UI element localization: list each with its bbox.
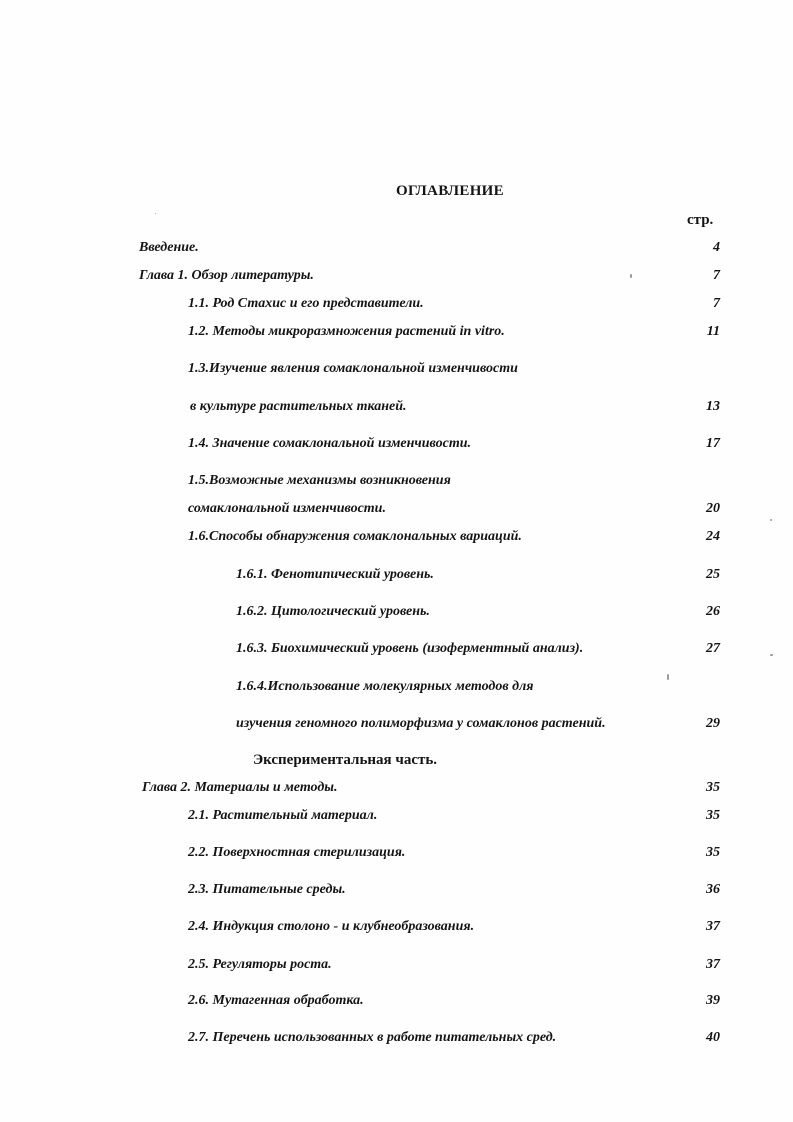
- toc-entry-text: 2.7. Перечень использованных в работе питательных сред.: [188, 1030, 557, 1045]
- toc-entry-text: 2.5. Регуляторы роста.: [188, 957, 332, 972]
- toc-entry-text: 2.6. Мутагенная обработка.: [188, 993, 364, 1008]
- scan-speck: [155, 213, 156, 214]
- toc-entry-page: 40: [706, 1030, 720, 1045]
- toc-entry-text: 2.1. Растительный материал.: [188, 808, 378, 823]
- page-column-label: стр.: [687, 212, 714, 228]
- toc-entry-text: 1.6.2. Цитологический уровень.: [236, 604, 430, 619]
- toc-entry-text: 1.6.1. Фенотипический уровень.: [236, 567, 434, 582]
- toc-entry-page: 24: [706, 529, 720, 544]
- section-heading: Экспериментальная часть.: [252, 752, 438, 768]
- toc-entry-page: 27: [706, 641, 720, 656]
- toc-entry-page: 36: [706, 882, 720, 897]
- toc-entry-page: 39: [706, 993, 720, 1008]
- toc-entry-page: 20: [706, 501, 720, 516]
- toc-entry-page: 11: [706, 324, 720, 339]
- toc-entry-text: Введение.: [139, 240, 199, 255]
- toc-entry-page: 7: [713, 268, 720, 283]
- toc-entry-text: в культуре растительных тканей.: [190, 399, 407, 414]
- toc-entry-page: 29: [706, 716, 720, 731]
- toc-entry-text: 2.4. Индукция столоно - и клубнеобразования.: [188, 919, 475, 934]
- toc-entry-text: изучения геномного полиморфизма у сомаклонов растений.: [236, 716, 606, 731]
- toc-entry-page: 17: [706, 436, 720, 451]
- scan-speck: [667, 674, 669, 680]
- toc-entry-text: 2.3. Питательные среды.: [188, 882, 346, 897]
- toc-entry-text: 2.2. Поверхностная стерилизация.: [188, 845, 406, 860]
- toc-entry-page: 35: [706, 780, 720, 795]
- toc-entry-text: 1.4. Значение сомаклональной изменчивости.: [188, 436, 472, 451]
- toc-entry-page: 25: [706, 567, 720, 582]
- toc-entry-page: 37: [706, 957, 720, 972]
- toc-entry-text: Глава 1. Обзор литературы.: [139, 268, 314, 283]
- toc-entry-page: 4: [713, 240, 720, 255]
- toc-entry-text: 1.6.4.Использование молекулярных методов для: [236, 679, 534, 694]
- scan-speck: [770, 654, 773, 656]
- toc-title: ОГЛАВЛЕНИЕ: [396, 183, 504, 199]
- toc-entry-page: 35: [706, 808, 720, 823]
- toc-entry-page: 13: [706, 399, 720, 414]
- toc-entry-page: 26: [706, 604, 720, 619]
- toc-entry-page: 35: [706, 845, 720, 860]
- scan-speck: [630, 274, 632, 278]
- toc-entry-text: 1.6.Способы обнаружения сомаклональных вариаций.: [188, 529, 522, 544]
- toc-entry-text: сомаклональной изменчивости.: [188, 501, 386, 516]
- toc-entry-text: 1.6.3. Биохимический уровень (изоферментный анализ).: [236, 641, 584, 656]
- toc-entry-text: Глава 2. Материалы и методы.: [142, 780, 338, 795]
- toc-entry-text: 1.1. Род Стахис и его представители.: [188, 296, 424, 311]
- scan-speck: [770, 519, 772, 521]
- toc-entry-text: 1.5.Возможные механизмы возникновения: [188, 473, 451, 488]
- toc-entry-text: 1.2. Методы микроразмножения растений in vitro.: [188, 324, 505, 339]
- toc-entry-page: 37: [706, 919, 720, 934]
- toc-entry-text: 1.3.Изучение явления сомаклональной изменчивости: [188, 361, 518, 376]
- toc-entry-page: 7: [713, 296, 720, 311]
